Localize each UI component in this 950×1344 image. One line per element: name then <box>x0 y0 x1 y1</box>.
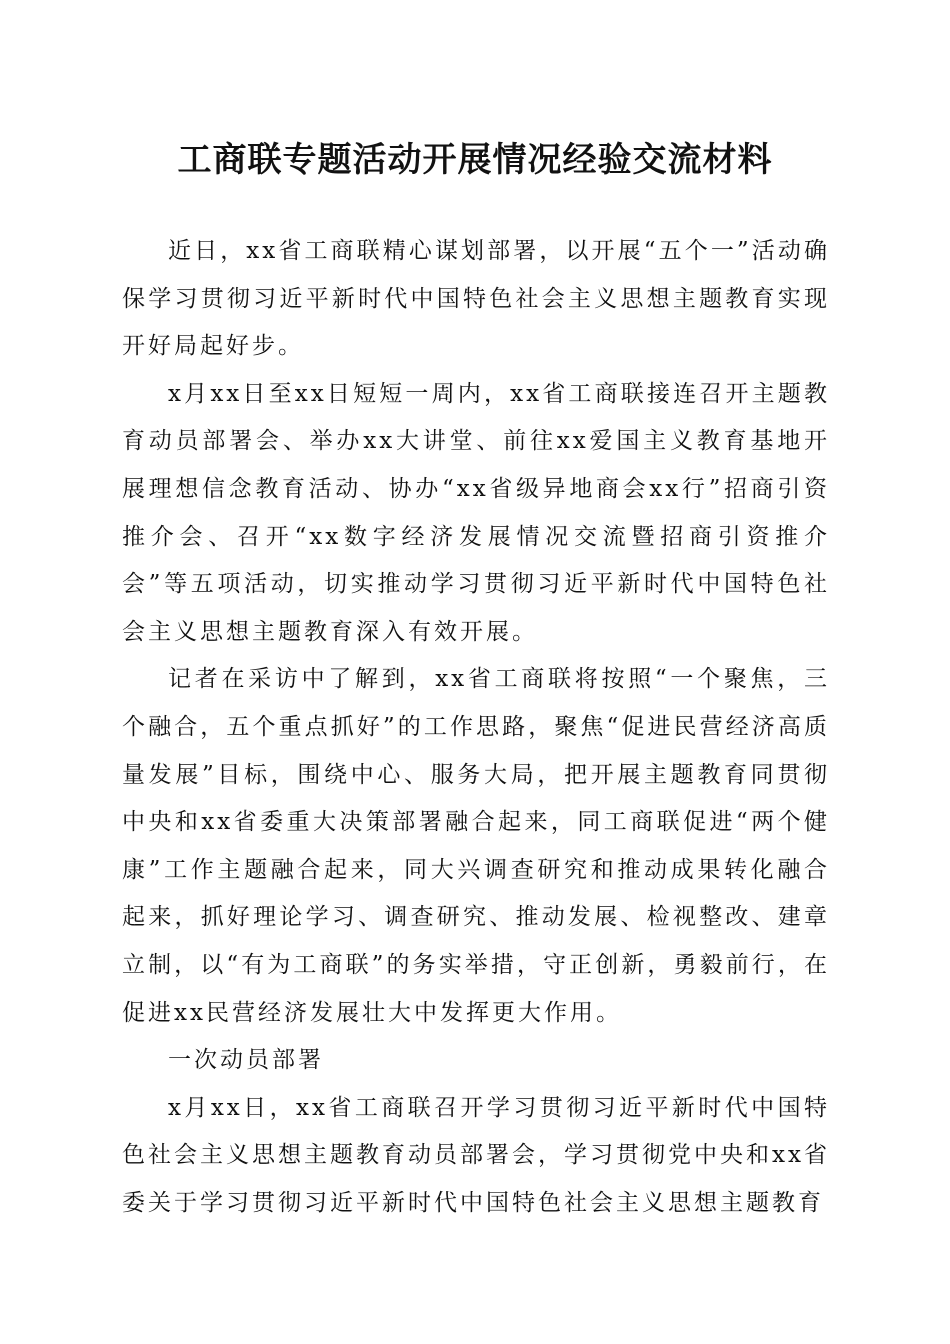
paragraph-intro: 近日，xx省工商联精心谋划部署，以开展“五个一”活动确保学习贯彻习近平新时代中国特色社会主义思想主题教育实现开好局起好步。 <box>122 238 830 360</box>
section-subheading: 一次动员部署 <box>168 1047 324 1074</box>
paragraph-activities: x月xx日至xx日短短一周内，xx省工商联接连召开主题教育动员部署会、举办xx大讲堂、前往xx爱国主义教育基地开展理想信念教育活动、协办“xx省级异地商会xx行”招商引资推介会、召开“xx数字经济发展情况交流暨招商引资推介会”等五项活动，切实推动学习贯彻习近平新时代中国特色社会主义思想主题教育深入有效开展。 <box>122 380 830 645</box>
document-title: 工商联专题活动开展情况经验交流材料 <box>177 140 773 180</box>
paragraph-mobilization: x月xx日，xx省工商联召开学习贯彻习近平新时代中国特色社会主义思想主题教育动员部署会，学习贯彻党中央和xx省委关于学习贯彻习近平新时代中国特色社会主义思想主题教育 <box>122 1094 830 1216</box>
paragraph-interview: 记者在采访中了解到，xx省工商联将按照“一个聚焦，三个融合，五个重点抓好”的工作思路，聚焦“促进民营经济高质量发展”目标，围绕中心、服务大局，把开展主题教育同贯彻中央和xx省委重大决策部署融合起来，同工商联促进“两个健康”工作主题融合起来，同大兴调查研究和推动成果转化融合起来，抓好理论学习、调查研究、推动发展、检视整改、建章立制，以“有为工商联”的务实举措，守正创新，勇毅前行，在促进xx民营经济发展壮大中发挥更大作用。 <box>122 666 830 1026</box>
document-body <box>122 228 830 1227</box>
